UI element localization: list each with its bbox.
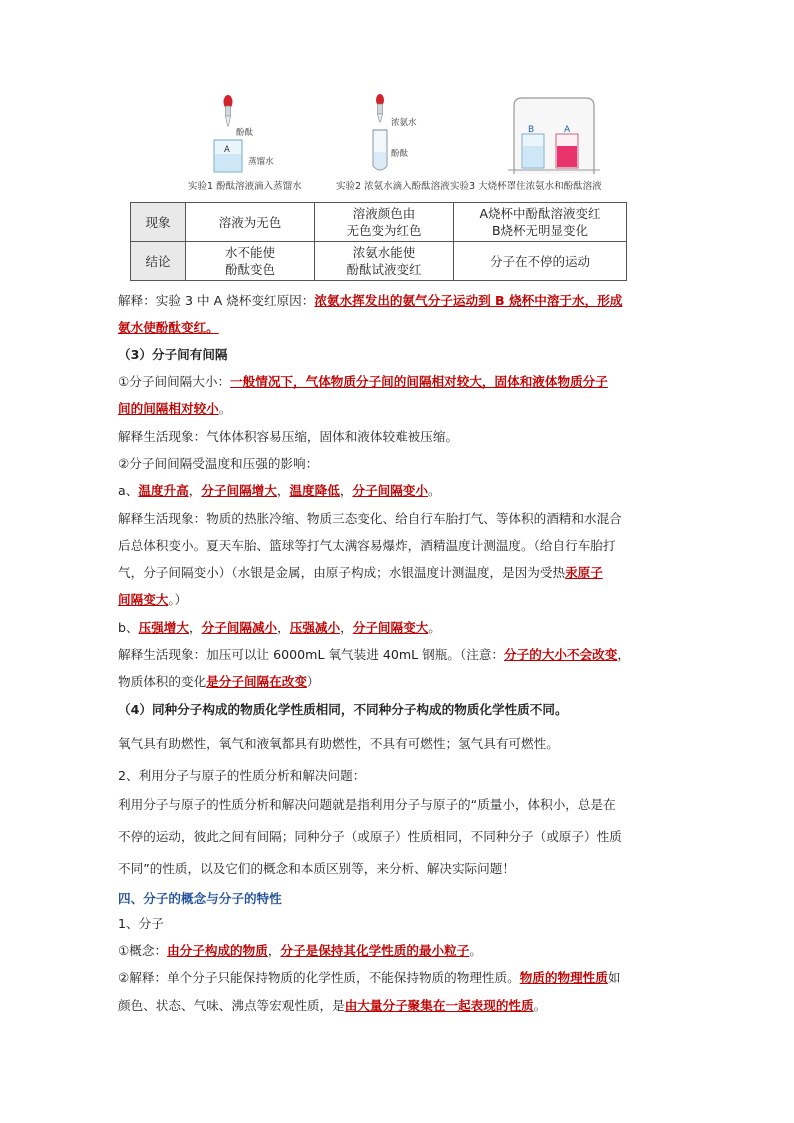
text-line	[118, 293, 622, 309]
body-text: 四、分子的概念与分子的特性	[118, 891, 282, 906]
bell-jar-illustration	[502, 92, 622, 174]
emphasis-text: 温度降低	[289, 483, 340, 498]
body-text: （3）分子间有间隔	[118, 347, 228, 362]
body-text: 。	[533, 998, 547, 1013]
emphasis-text: 由大量分子聚集在一起表现的性质	[344, 998, 534, 1013]
body-text: ②解释：单个分子只能保持物质的化学性质，不能保持物质的物理性质。	[118, 970, 520, 985]
cell-line: 溶液为无色	[218, 214, 282, 230]
figure-3-caption: 实验3 大烧杯罩住浓氨水和酚酞溶液	[450, 181, 602, 192]
text-line	[118, 970, 620, 986]
body-text: ，	[188, 620, 202, 635]
body-text: 。）	[168, 592, 188, 607]
body-text: a、	[118, 483, 139, 498]
table-cell	[454, 203, 627, 242]
body-text: 2、利用分子与原子的性质分析和解决问题：	[118, 768, 366, 783]
text-line	[118, 538, 615, 554]
emphasis-text: 是分子间隔在改变	[206, 674, 307, 689]
cell-line: 浓氨水能使	[352, 245, 416, 260]
body-text: ，	[276, 483, 290, 498]
text-line	[118, 674, 320, 690]
body-text: ，	[339, 483, 353, 498]
text-line	[118, 374, 608, 390]
body-text: 。	[218, 401, 232, 416]
body-text: ①分子间间隔大小：	[118, 374, 231, 389]
figure-3	[450, 92, 622, 192]
text-line	[118, 998, 546, 1014]
emphasis-text: 压强减小	[289, 620, 341, 635]
section-heading	[118, 347, 228, 363]
body-text: ，	[188, 483, 202, 498]
emphasis-text: 分子间隔变大	[352, 620, 429, 635]
emphasis-text: 间隔变大	[118, 592, 169, 607]
text-line	[118, 483, 441, 499]
body-text: （4）同种分子构成的物质化学性质相同，不同种分子构成的物质化学性质不同。	[118, 702, 568, 717]
text-line	[118, 456, 318, 472]
text-line	[118, 768, 365, 784]
text-line	[118, 592, 187, 608]
table-cell	[186, 203, 315, 242]
text-line	[118, 429, 458, 445]
text-line	[118, 943, 482, 959]
body-text: ①概念：	[118, 943, 168, 958]
cell-line: B烧杯无明显变化	[491, 223, 589, 238]
cell-line: 溶液颜色由	[352, 206, 416, 221]
cell-line: 分子在不停的运动	[489, 253, 590, 269]
body-text: 1、分子	[118, 916, 164, 931]
row-header: 结论	[131, 242, 186, 281]
emphasis-text: 一般情况下，气体物质分子间的间隔相对较大，固体和液体物质分子	[230, 374, 608, 389]
body-text: ，	[277, 620, 290, 635]
emphasis-text: 分子间隔减小	[201, 620, 278, 635]
body-text: 解释生活现象：加压可以让 6000mL 氧气装进 40mL 钢瓶。（注意：	[118, 647, 505, 662]
cell-line: 酚酞试液变红	[346, 262, 422, 277]
figure-1-label-water: 蒸馏水	[248, 157, 274, 167]
table-row	[131, 203, 627, 242]
emphasis-text: 压强增大	[138, 620, 189, 635]
text-line	[118, 647, 630, 663]
body-text: 如	[607, 970, 621, 985]
body-text: 氧气具有助燃性，氧气和液氧都具有助燃性，不具有可燃性；氢气具有可燃性。	[118, 736, 559, 751]
figure-1-label-phenolphthalein: 酚酞	[236, 128, 254, 138]
text-line	[118, 861, 515, 877]
cell-line: 水不能使	[224, 245, 275, 260]
text-line	[118, 320, 219, 336]
emphasis-text: 分子间隔增大	[201, 483, 277, 498]
experiment-figures	[168, 92, 638, 192]
emphasis-text: 间的间隔相对较小	[118, 401, 219, 416]
text-line	[118, 401, 231, 417]
emphasis-text: 由分子构成的物质	[167, 943, 268, 958]
figure-1-caption: 实验1 酚酞溶液滴入蒸馏水	[188, 181, 302, 192]
emphasis-text: 氨水使酚酞变红。	[118, 320, 219, 335]
emphasis-text: 分子间隔变小	[352, 483, 428, 498]
figure-2	[336, 92, 450, 192]
body-text: 解释生活现象：气体体积容易压缩，固体和液体较难被压缩。	[118, 429, 459, 444]
table-cell	[315, 242, 454, 281]
cell-line: 酚酞变色	[224, 262, 275, 277]
body-text: 物质体积的变化	[118, 674, 207, 689]
emphasis-text: 分子是保持其化学性质的最小粒子	[280, 943, 470, 958]
body-text: ，	[267, 943, 281, 958]
emphasis-text: 浓氨水挥发出的氨气分子运动到 B 烧杯中溶于水，形成	[314, 293, 623, 308]
figure-2-label-phenolphthalein: 酚酞	[391, 149, 409, 159]
text-line	[118, 511, 622, 527]
body-text: ②分子间间隔受温度和压强的影响：	[118, 456, 319, 471]
body-text: 。	[469, 943, 482, 958]
figure-1	[176, 92, 302, 192]
emphasis-text: 汞原子	[565, 565, 603, 580]
table-cell	[454, 242, 627, 281]
body-text: ）	[306, 674, 320, 689]
text-line	[118, 565, 603, 581]
body-text: b、	[118, 620, 139, 635]
body-text: 。	[427, 483, 441, 498]
text-line	[118, 620, 441, 636]
emphasis-text: 温度升高	[138, 483, 189, 498]
body-text: 。	[428, 620, 441, 635]
text-line	[118, 797, 616, 813]
row-header: 现象	[131, 203, 186, 242]
emphasis-text: 分子的大小不会改变	[504, 647, 618, 662]
body-text: 不同”的性质，以及它们的概念和本质区别等，来分析、解决实际问题！	[118, 861, 515, 876]
body-text: ，	[617, 647, 630, 662]
observation-table	[130, 202, 627, 281]
figure-2-caption: 实验2 浓氨水滴入酚酞溶液	[336, 181, 450, 192]
body-text: 解释生活现象：物质的热胀冷缩、物质三态变化、给自行车胎打气、等体积的酒精和水混合	[118, 511, 622, 526]
text-line	[118, 736, 559, 752]
table-row	[131, 242, 627, 281]
figure-3-label-a: A	[564, 125, 571, 135]
table-cell	[315, 203, 454, 242]
body-text: 利用分子与原子的性质分析和解决问题就是指利用分子与原子的“质量小，体积小，总是在	[118, 797, 616, 812]
text-line	[118, 829, 622, 845]
figure-1-label-a: A	[224, 145, 230, 155]
body-text: ，	[340, 620, 353, 635]
body-text: 颜色、状态、气味、沸点等宏观性质，是	[118, 998, 345, 1013]
cell-line: A烧杯中酚酞溶液变红	[479, 206, 601, 221]
body-text: 解释：实验 3 中 A 烧杯变红原因：	[118, 293, 315, 308]
body-text: 后总体积变小。夏天车胎、篮球等打气太满容易爆炸，酒精温度计测温度。（给自行车胎打	[118, 538, 616, 553]
table-cell	[186, 242, 315, 281]
section-heading	[118, 891, 282, 907]
emphasis-text: 物质的物理性质	[519, 970, 608, 985]
figure-2-label-ammonia: 浓氨水	[391, 118, 417, 128]
text-line	[118, 916, 164, 932]
figure-3-label-b: B	[528, 125, 535, 135]
section-heading	[118, 702, 568, 718]
body-text: 气，分子间隔变小）（水银是金属，由原子构成；水银温度计测温度，是因为受热	[118, 565, 566, 580]
dropper-tube-illustration	[336, 92, 436, 174]
body-text: 不停的运动，彼此之间有间隔；同种分子（或原子）性质相同，不同种分子（或原子）性质	[118, 829, 622, 844]
cell-line: 无色变为红色	[346, 223, 422, 238]
